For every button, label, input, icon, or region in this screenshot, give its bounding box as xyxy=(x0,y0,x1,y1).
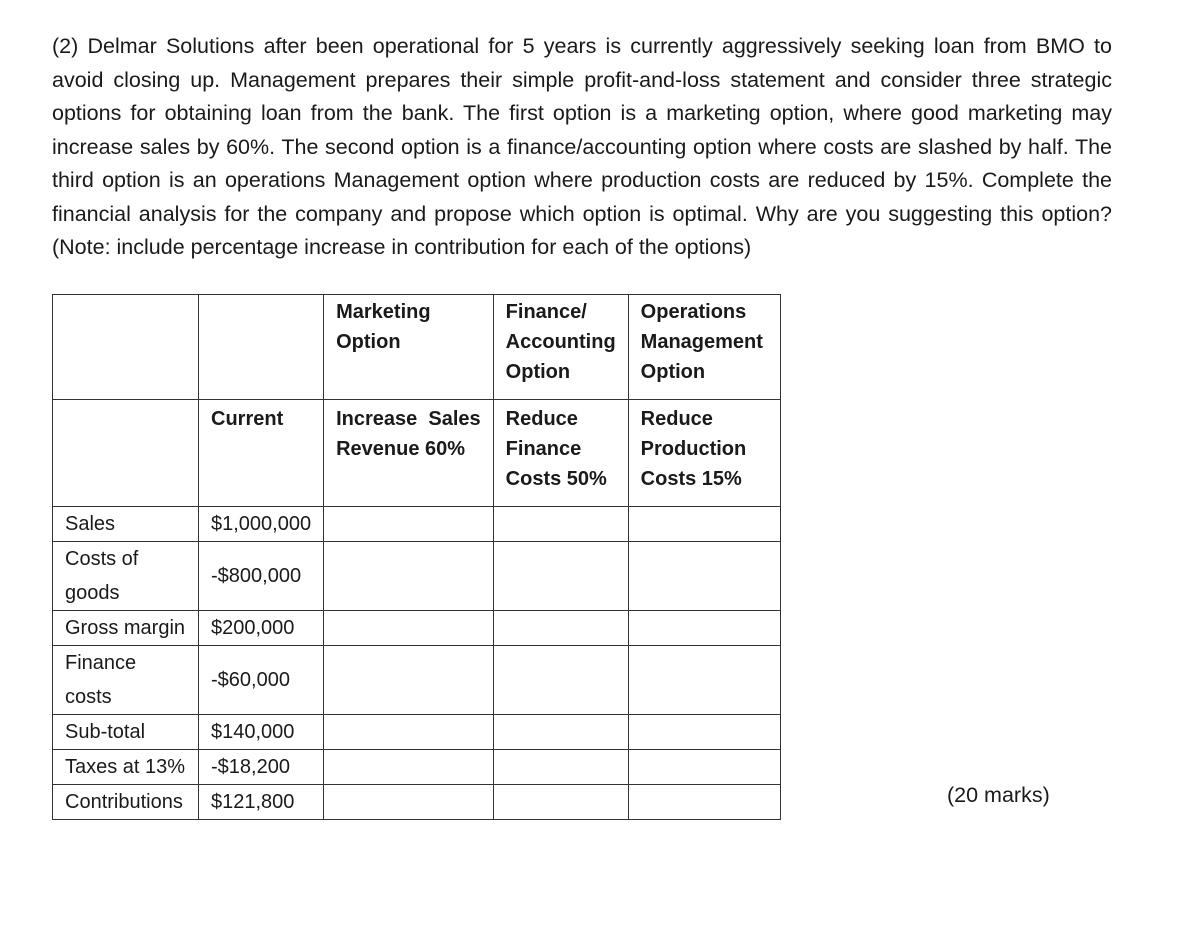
option-header-row xyxy=(53,295,781,400)
finance-option-header xyxy=(493,295,628,400)
marketing-cell xyxy=(324,785,494,820)
operations-cell xyxy=(628,611,780,646)
finance-cell xyxy=(493,750,628,785)
finance-cell xyxy=(493,715,628,750)
marketing-cell xyxy=(324,507,494,542)
current-value: $140,000 xyxy=(199,715,324,750)
scenario-header-row xyxy=(53,400,781,507)
table-row xyxy=(53,750,781,785)
current-value: -$60,000 xyxy=(199,646,324,715)
marketing-cell xyxy=(324,542,494,611)
current-value: $121,800 xyxy=(199,785,324,820)
header-line: Finance/ xyxy=(505,301,587,323)
marketing-cell xyxy=(324,646,494,715)
operations-option-header xyxy=(628,295,780,400)
header-line: Reduce xyxy=(505,408,578,430)
header-line: Revenue 60% xyxy=(336,438,466,460)
header-line: Operations xyxy=(640,301,747,323)
empty-header-cell xyxy=(199,295,324,400)
operations-cell xyxy=(628,646,780,715)
table-row xyxy=(53,542,781,611)
table-row xyxy=(53,646,781,715)
row-label: Sub-total xyxy=(53,715,199,750)
header-line: Accounting xyxy=(505,331,616,353)
header-line: Costs 50% xyxy=(505,468,607,490)
marks-label: (20 marks) xyxy=(947,783,1050,807)
marketing-cell xyxy=(324,715,494,750)
empty-header-cell xyxy=(53,295,199,400)
header-line: Option xyxy=(505,361,571,383)
table-row xyxy=(53,785,781,820)
table-row xyxy=(53,507,781,542)
profit-loss-table xyxy=(52,294,781,820)
row-label: Costs of goods xyxy=(53,542,199,611)
marketing-option-header xyxy=(324,295,494,400)
operations-cell xyxy=(628,715,780,750)
finance-cell xyxy=(493,646,628,715)
current-header: Current xyxy=(199,400,324,507)
header-line: Option xyxy=(640,361,706,383)
header-line: Costs 15% xyxy=(640,468,742,490)
row-label: Sales xyxy=(53,507,199,542)
current-value: -$18,200 xyxy=(199,750,324,785)
operations-cell xyxy=(628,785,780,820)
operations-scenario-header xyxy=(628,400,780,507)
marketing-cell xyxy=(324,611,494,646)
row-label: Taxes at 13% xyxy=(53,750,199,785)
current-value: -$800,000 xyxy=(199,542,324,611)
operations-cell xyxy=(628,507,780,542)
header-line: Option xyxy=(336,331,401,353)
finance-cell xyxy=(493,507,628,542)
empty-header-cell xyxy=(53,400,199,507)
header-line: Finance xyxy=(505,438,582,460)
finance-cell xyxy=(493,611,628,646)
header-line: Marketing xyxy=(336,301,431,323)
finance-scenario-header xyxy=(493,400,628,507)
header-line: Increase Sales xyxy=(336,408,481,430)
finance-cell xyxy=(493,542,628,611)
table-row xyxy=(53,715,781,750)
current-value: $1,000,000 xyxy=(199,507,324,542)
operations-cell xyxy=(628,750,780,785)
row-label: Finance costs xyxy=(53,646,199,715)
row-label: Gross margin xyxy=(53,611,199,646)
table-row xyxy=(53,611,781,646)
operations-cell xyxy=(628,542,780,611)
header-line: Reduce xyxy=(640,408,713,430)
header-line: Production xyxy=(640,438,747,460)
header-line: Management xyxy=(640,331,763,353)
marketing-scenario-header xyxy=(324,400,494,507)
finance-cell xyxy=(493,785,628,820)
question-text: (2) Delmar Solutions after been operational for 5 years is currently aggressively seeking loan from BMO to avoid closing up. Management prepares their simple profit-and-loss statement and consider three strategic options for obtaining loan from the bank. The first option is a marketing option, where good marketing may increase sales by 60%. The second option is a finance/accounting option where costs are slashed by half. The third option is an operations Management option where production costs are reduced by 15%. Complete the financial analysis for the company and propose which option is optimal. Why are you suggesting this option? (Note: include percentage increase in contribution for each of the options) xyxy=(52,34,1112,259)
marketing-cell xyxy=(324,750,494,785)
current-value: $200,000 xyxy=(199,611,324,646)
row-label: Contributions xyxy=(53,785,199,820)
